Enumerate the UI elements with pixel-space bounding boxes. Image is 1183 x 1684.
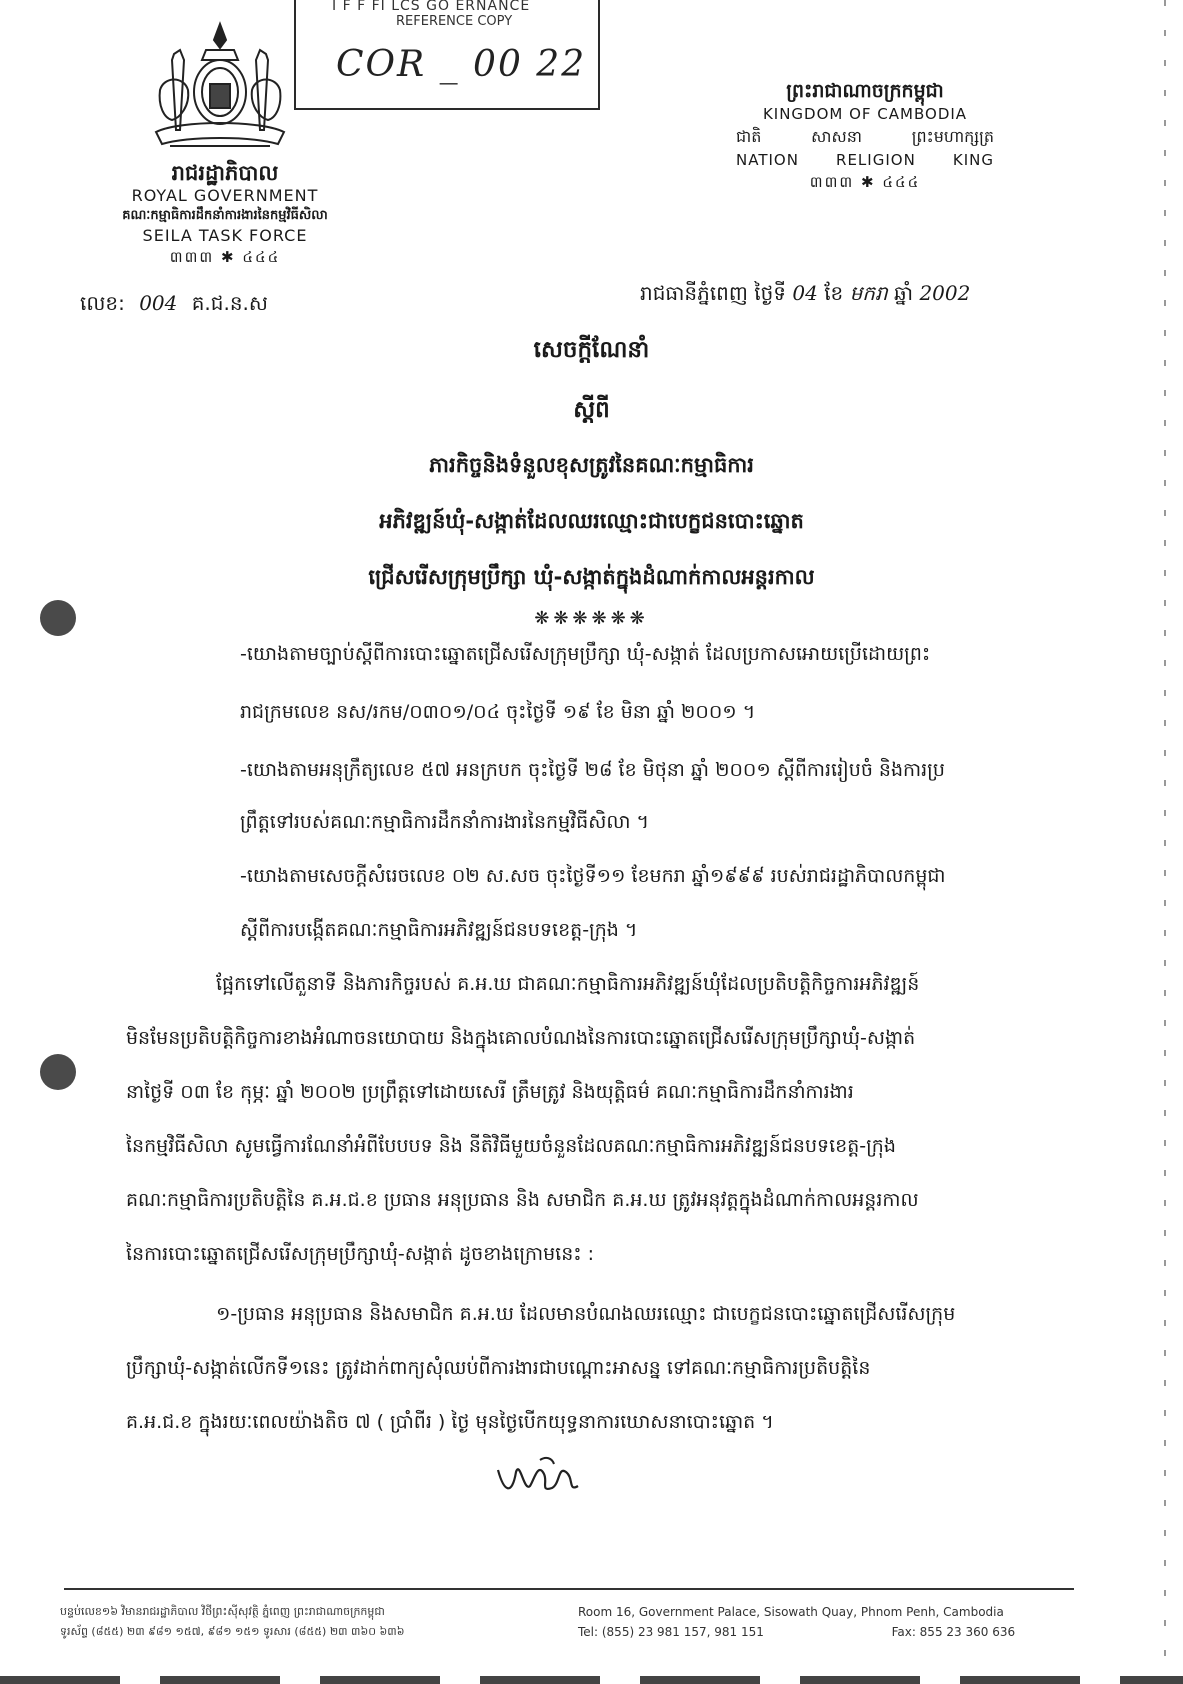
punch-hole xyxy=(40,600,76,636)
reference-number-line xyxy=(80,290,268,320)
kingdom-en: KINGDOM OF CAMBODIA xyxy=(762,105,968,123)
footer-address-kh xyxy=(60,1602,405,1642)
document-title: សេចក្តីណែនាំ xyxy=(533,337,650,363)
paragraph-1-line-4: នៃកម្មវិធីសិលា សូមធ្វើការណែនាំអំពីបែបបទ និង នីតិវិធីមួយចំនួនដែលគណៈកម្មាធិការអភិវឌ្ឍន៍ជនបទខេត្ត-ក្រុង xyxy=(126,1135,896,1157)
date-day: 04 xyxy=(792,281,818,305)
royal-government-en: ROYAL GOVERNMENT xyxy=(131,186,319,205)
reference-2-line-1: -យោងតាមអនុក្រឹត្យលេខ ៥៧ អនក្របក ចុះថ្ងៃទី ២៨ ខែ មិថុនា ឆ្នាំ ២០០១ ស្តីពីការរៀបចំ និងការប្រ xyxy=(240,759,945,781)
footer-kh-line-1: បន្ទប់លេខ១៦ វិមានរាជរដ្ឋាភិបាល វិថីព្រះស៊ីសុវត្ថិ ភ្នំពេញ ព្រះរាជាណាចក្រកម្ពុជា xyxy=(60,1605,385,1618)
scan-margin-marks xyxy=(1164,0,1166,1684)
motto-kh xyxy=(730,124,1000,150)
punch-hole xyxy=(40,1054,76,1090)
motto-kh-religion: សាសនា xyxy=(811,127,862,146)
footer-fax: Fax: 855 23 360 636 xyxy=(891,1625,1016,1639)
motto-en-king: KING xyxy=(952,151,994,169)
title-subject-3: ជ្រើសរើសក្រុមប្រឹក្សា ឃុំ-សង្កាត់ក្នុងដំណាក់កាលអន្តរកាល xyxy=(368,565,815,589)
ref-suffix: គ.ជ.ន.ស xyxy=(191,291,268,315)
stamp-line-2: REFERENCE COPY xyxy=(396,14,513,29)
date-prefix: រាជធានីភ្នំពេញ ថ្ងៃទី xyxy=(640,281,787,305)
stamp-code: COR _ 00 22 xyxy=(336,44,587,85)
right-header xyxy=(730,78,1000,194)
point-1-line-2: ប្រឹក្សាឃុំ-សង្កាត់លើកទី១នេះ ត្រូវដាក់ពាក្យសុំឈប់ពីការងារជាបណ្តោះអាសន្ន ទៅគណៈកម្មាធិការប្រតិបត្តិនៃ xyxy=(126,1357,871,1379)
reference-3-line-1: -យោងតាមសេចក្តីសំរេចលេខ ០២ ស.សច ចុះថ្ងៃទី១១ ខែមករា ឆ្នាំ១៩៩៩ របស់រាជរដ្ឋាភិបាលកម្ពុជា xyxy=(240,865,946,887)
royal-emblem-icon xyxy=(150,20,290,155)
right-ornament: ៣៣៣ ✱ ៤៤៤ xyxy=(809,173,921,191)
motto-en-religion: RELIGION xyxy=(836,151,916,169)
ref-label: លេខ: xyxy=(80,291,125,315)
motto-en-nation: NATION xyxy=(736,151,799,169)
footer-kh-line-2: ទូរស័ព្ទ (៨៥៥) ២៣ ៩៨១ ១៥៧, ៩៨១ ១៥១ ទូរសារ (៨៥៥) ២៣ ៣៦០ ៦៣៦ xyxy=(60,1625,405,1638)
motto-kh-nation: ជាតិ xyxy=(736,127,762,146)
point-1-line-3: គ.អ.ជ.ខ ក្នុងរយៈពេលយ៉ាងតិច ៧ ( ប្រាំពីរ ) ថ្ងៃ មុនថ្ងៃបើកយុទ្ធនាការឃោសនាបោះឆ្នោត ។ xyxy=(126,1411,774,1433)
date-month-label: ខែ xyxy=(824,281,844,305)
footer-tel: Tel: (855) 23 981 157, 981 151 xyxy=(578,1625,764,1639)
paragraph-1-line-3: នាថ្ងៃទី ០៣ ខែ កុម្ភៈ ឆ្នាំ ២០០២ ប្រព្រឹត្តទៅដោយសេរី ត្រឹមត្រូវ និងយុត្តិធម៌ គណៈកម្មាធិការដឹកនាំការងារ xyxy=(126,1081,854,1103)
date-year-label: ឆ្នាំ xyxy=(894,281,914,305)
point-1-line-1: ១-ប្រធាន អនុប្រធាន និងសមាជិក គ.អ.ឃ ដែលមានបំណងឈរឈ្មោះ ជាបេក្ខជនបោះឆ្នោតជ្រើសរើសក្រុម xyxy=(216,1303,956,1325)
title-subject-2: អភិវឌ្ឍន៍ឃុំ-សង្កាត់ដែលឈរឈ្មោះជាបេក្ខជនបោះឆ្នោត xyxy=(379,509,804,533)
date-year: 2002 xyxy=(919,281,971,305)
scan-bottom-edge xyxy=(0,1676,1183,1684)
reference-3-line-2: ស្តីពីការបង្កើតគណៈកម្មាធិការអភិវឌ្ឍន៍ជនបទខេត្ត-ក្រុង ។ xyxy=(240,919,638,941)
kingdom-kh: ព្រះរាជាណាចក្រកម្ពុជា xyxy=(786,80,944,102)
reference-1-line-2: រាជក្រមលេខ នស/រកម/០៣០១/០៤ ចុះថ្ងៃទី ១៩ ខែ មិនា ឆ្នាំ ២០០១ ។ xyxy=(240,701,756,723)
paragraph-1-line-2: មិនមែនប្រតិបត្តិកិច្ចការខាងអំណាចនយោបាយ និងក្នុងគោលបំណងនៃការបោះឆ្នោតជ្រើសរើសក្រុមប្រឹក្សាឃុំ-សង្កាត់ xyxy=(126,1027,916,1049)
reference-1-line-1: -យោងតាមច្បាប់ស្តីពីការបោះឆ្នោតជ្រើសរើសក្រុមប្រឹក្សា ឃុំ-សង្កាត់ ដែលប្រកាសអោយប្រើដោយព្រះ xyxy=(240,643,931,665)
left-ornament: ៣៣៣ ✱ ៤៤៤ xyxy=(169,248,281,266)
paragraph-1-line-5: គណៈកម្មាធិការប្រតិបត្តិនៃ គ.អ.ជ.ខ ប្រធាន អនុប្រធាន និង សមាជិក គ.អ.ឃ ត្រូវអនុវត្តក្នុងដំណាក់កាលអន្តរកាល xyxy=(126,1189,919,1211)
left-header xyxy=(60,160,390,268)
title-ornament: ❋❋❋❋❋❋ xyxy=(534,608,649,629)
seila-task-force-en: SEILA TASK FORCE xyxy=(142,226,308,245)
motto-kh-king: ព្រះមហាក្សត្រ xyxy=(911,127,994,146)
handwritten-initials xyxy=(494,1452,584,1502)
footer-en-contact xyxy=(578,1622,1015,1642)
footer-en-address: Room 16, Government Palace, Sisowath Quay, Phnom Penh, Cambodia xyxy=(578,1605,1004,1619)
seila-task-force-kh: គណៈកម្មាធិការដឹកនាំការងារនៃកម្មវិធីសិលា xyxy=(122,208,328,223)
reference-2-line-2: ព្រឹត្តទៅរបស់គណៈកម្មាធិការដឹកនាំការងារនៃកម្មវិធីសិលា ។ xyxy=(240,811,650,833)
royal-government-kh: រាជរដ្ឋាភិបាល xyxy=(171,161,279,185)
date-month: មករា xyxy=(849,281,888,305)
title-regarding: ស្តីពី xyxy=(573,397,610,423)
motto-en xyxy=(730,150,1000,170)
stamp-line-1: I F F FI LCS GO ERNANCE xyxy=(332,0,531,14)
footer-divider xyxy=(64,1588,1074,1590)
title-subject-1: ភារកិច្ចនិងទំនួលខុសត្រូវនៃគណៈកម្មាធិការ xyxy=(429,453,754,477)
reference-stamp xyxy=(294,0,600,110)
paragraph-1-line-1: ផ្អែកទៅលើតួនាទី និងភារកិច្ចរបស់ គ.អ.ឃ ជាគណៈកម្មាធិការអភិវឌ្ឍន៍ឃុំដែលប្រតិបត្តិកិច្ចការអភិវឌ្ឍន៍ xyxy=(216,973,920,995)
footer-address-en xyxy=(578,1602,1015,1642)
ref-number: 004 xyxy=(139,291,178,315)
date-line xyxy=(640,280,970,310)
paragraph-1-line-6: នៃការបោះឆ្នោតជ្រើសរើសក្រុមប្រឹក្សាឃុំ-សង្កាត់ ដូចខាងក្រោមនេះ : xyxy=(126,1243,595,1265)
